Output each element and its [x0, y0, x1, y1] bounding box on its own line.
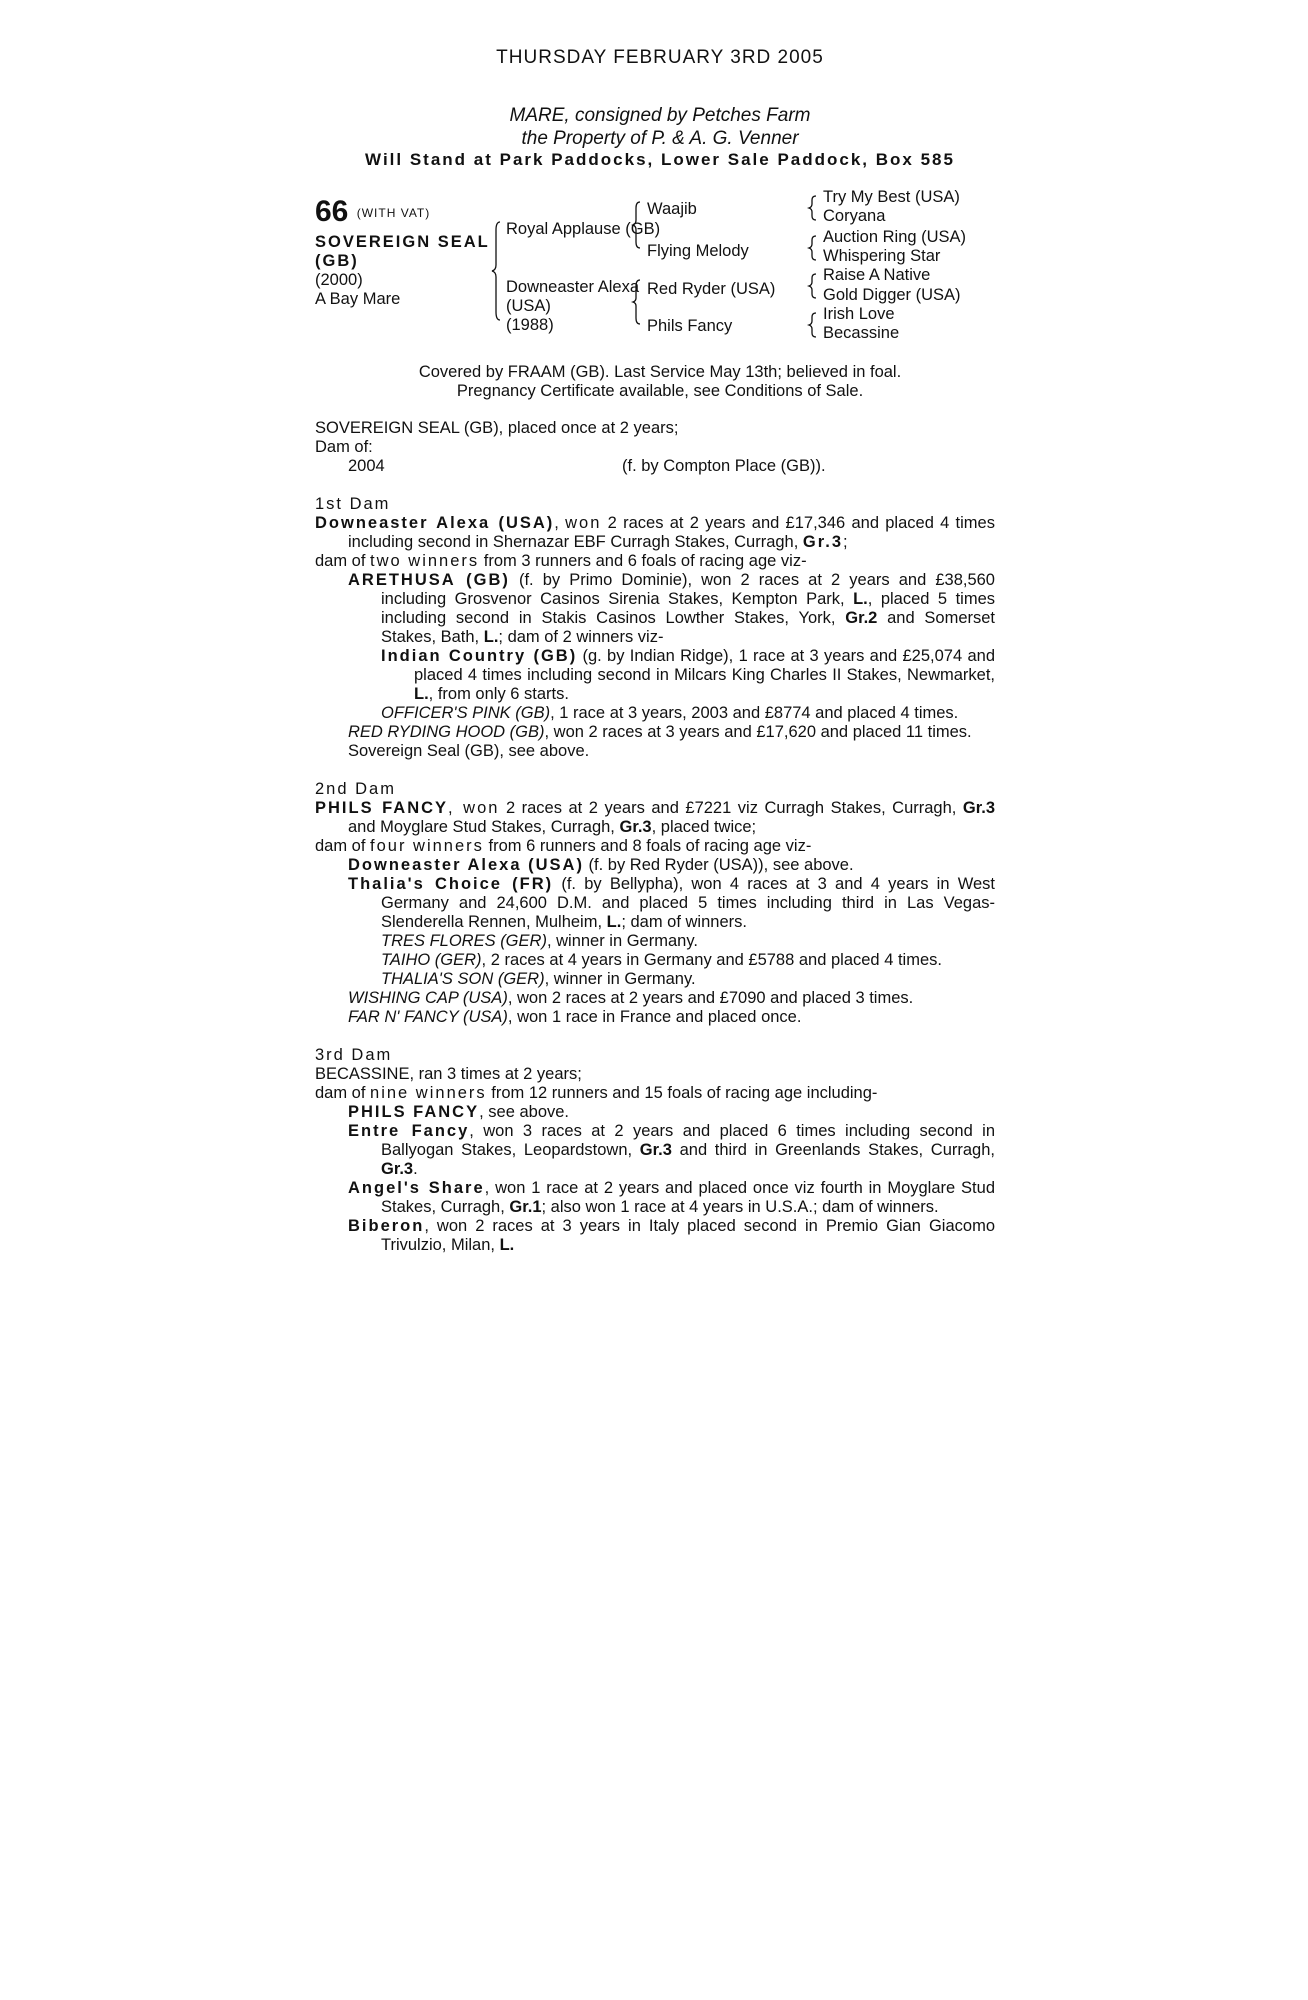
- second-dam-text: 2 races at 2 years and £7221 viz Curragh Stakes, Curragh,: [499, 799, 963, 817]
- progeny-text: , won 3 races at 2 years and placed 6 times including second in Ballyogan Stakes, Leopardstown,: [381, 1122, 995, 1159]
- progeny-red-ryding-hood: [315, 723, 995, 742]
- progeny-name: TRES FLORES (GER): [381, 932, 547, 950]
- dam-of-suffix: from 3 runners and 6 foals of racing age viz-: [479, 552, 807, 570]
- listed-mark: L.: [414, 685, 429, 703]
- progeny-text: (f. by Primo Dominie), won 2 races at 2 years and £38,560 including Grosvenor Casinos Sirenia Stakes, Kempton Park,: [381, 571, 995, 608]
- dam-of-suffix: from 6 runners and 8 foals of racing age viz-: [483, 837, 812, 855]
- grandprogeny-tres-flores: [315, 932, 995, 951]
- winners-count: two winners: [370, 552, 480, 570]
- progeny-entre-fancy: [315, 1122, 995, 1179]
- first-dam-produce: [315, 552, 995, 571]
- progeny-thalias-choice: [315, 875, 995, 932]
- covering-note: [315, 363, 1005, 401]
- first-dam-record: [315, 514, 995, 552]
- grade-mark: Gr.3: [962, 799, 995, 817]
- dam-year: (1988): [506, 316, 554, 334]
- progeny-text: (f. by Red Ryder (USA)), see above.: [583, 856, 854, 874]
- progeny-text: ; dam of 2 winners viz-: [498, 628, 664, 646]
- third-dam-record: BECASSINE, ran 3 times at 2 years;: [315, 1065, 582, 1083]
- progeny-text: , won 1 race at 2 years and placed once viz fourth in Moyglare Stud Stakes, Curragh,: [381, 1179, 995, 1216]
- dam-country: (USA): [506, 297, 551, 315]
- horse-name: SOVEREIGN SEAL (GB): [315, 233, 490, 271]
- progeny-text: (g. by Indian Ridge), 1 race at 3 years and £25,074 and placed 4 times including second in Milcars King Charles II Stakes, Newmarket,: [414, 647, 995, 684]
- vat-note: (WITH VAT): [356, 206, 431, 221]
- second-dam-text: , placed twice;: [651, 818, 757, 836]
- produce-foal: (f. by Compton Place (GB)).: [622, 457, 826, 475]
- listed-mark: L.: [483, 628, 499, 646]
- second-dam-record: [315, 799, 995, 837]
- second-dam-produce: [315, 837, 995, 856]
- produce-year: 2004: [348, 457, 385, 475]
- progeny-name: RED RYDING HOOD (GB): [348, 723, 545, 741]
- winners-count: four winners: [370, 837, 484, 855]
- progeny-name: WISHING CAP (USA): [348, 989, 508, 1007]
- dam-sire: Red Ryder (USA): [647, 280, 776, 298]
- third-dam-produce: [315, 1084, 995, 1103]
- dam-dam: Phils Fancy: [647, 317, 733, 335]
- intro-line: SOVEREIGN SEAL (GB), placed once at 2 years;: [315, 419, 679, 437]
- lot-number: [315, 196, 490, 229]
- second-dam-text: and Moyglare Stud Stakes, Curragh,: [348, 818, 620, 836]
- horse-description: A Bay Mare: [315, 290, 401, 309]
- second-dam-name: PHILS FANCY: [315, 799, 449, 817]
- ds-dam: Gold Digger (USA): [823, 286, 961, 304]
- sire-dam: Flying Melody: [647, 242, 749, 260]
- progeny-text: ; also won 1 race at 4 years in U.S.A.; dam of winners.: [541, 1198, 939, 1216]
- pedigree-table: [490, 190, 1035, 350]
- sd-sire: Auction Ring (USA): [823, 228, 967, 246]
- grandprogeny-thalias-son: [315, 970, 995, 989]
- first-dam-name: Downeaster Alexa (USA): [315, 514, 555, 532]
- progeny-name: PHILS FANCY: [348, 1103, 480, 1121]
- progeny-text: , won 2 races at 3 years and £17,620 and placed 11 times.: [544, 723, 972, 741]
- winners-count: nine winners: [370, 1084, 487, 1102]
- progeny-text: .: [413, 1160, 418, 1178]
- grandprogeny-taiho: [315, 951, 995, 970]
- dam-of-label: Dam of:: [315, 438, 373, 456]
- progeny-name: Entre Fancy: [348, 1122, 470, 1140]
- progeny-name: Indian Country (GB): [381, 647, 578, 665]
- consignor-line: MARE, consigned by Petches Farm: [509, 105, 811, 126]
- progeny-name: Downeaster Alexa (USA): [348, 856, 584, 874]
- progeny-name: Thalia's Choice (FR): [348, 875, 554, 893]
- progeny-wishing-cap: [315, 989, 995, 1008]
- lot-block: [315, 196, 490, 309]
- progeny-text: , won 1 race in France and placed once.: [507, 1008, 802, 1026]
- sire: Royal Applause (GB): [506, 220, 661, 238]
- progeny-phils-fancy: [315, 1103, 995, 1122]
- progeny-text: , see above.: [479, 1103, 570, 1121]
- listed-mark: L.: [606, 913, 622, 931]
- grade-mark: Gr.2: [845, 609, 878, 627]
- progeny-far-n-fancy: [315, 1008, 995, 1027]
- progeny-text: (f. by Bellypha), won 4 races at 3 and 4 years in West Germany and 24,600 D.M. and placed 5 times including third in Las Vegas-Slenderella Rennen, Mulheim,: [381, 875, 995, 931]
- sire-sire: Waajib: [647, 200, 697, 218]
- progeny-text: , winner in Germany.: [544, 970, 696, 988]
- horse-year: (2000): [315, 271, 363, 290]
- dam: [506, 278, 639, 335]
- progeny-downeaster-alexa: [315, 856, 995, 875]
- progeny-text: and Somerset Stakes, Bath,: [381, 609, 996, 646]
- dam-of-prefix: dam of: [315, 837, 371, 855]
- won-word: won: [565, 514, 602, 532]
- progeny-name: FAR N' FANCY (USA): [348, 1008, 508, 1026]
- sale-date: THURSDAY FEBRUARY 3RD 2005: [496, 47, 824, 68]
- stand-location: Will Stand at Park Paddocks, Lower Sale Paddock, Box 585: [365, 150, 955, 169]
- dam-of-prefix: dam of: [315, 1084, 371, 1102]
- ds-sire: Raise A Native: [823, 266, 931, 284]
- grade-mark: Gr.3: [619, 818, 652, 836]
- third-dam-heading: 3rd Dam: [315, 1046, 393, 1064]
- progeny-name: Biberon: [348, 1217, 425, 1235]
- first-dam-text: 2 races at 2 years and £17,346 and placed 4 times including second in Shernazar EBF Curragh Stakes, Curragh,: [348, 514, 995, 551]
- pregnancy-line: Pregnancy Certificate available, see Conditions of Sale.: [456, 382, 864, 400]
- grade-mark: Gr.3: [381, 1160, 414, 1178]
- progeny-text: , winner in Germany.: [546, 932, 698, 950]
- listed-mark: L.: [853, 590, 868, 608]
- second-dam-heading: 2nd Dam: [315, 780, 396, 798]
- pedigree-notes: [315, 419, 995, 1255]
- progeny-text: , 2 races at 4 years in Germany and £5788 and placed 4 times.: [481, 951, 942, 969]
- grandprogeny-indian-country: [315, 647, 995, 704]
- progeny-name: TAIHO (GER): [381, 951, 482, 969]
- progeny-text: , 1 race at 3 years, 2003 and £8774 and placed 4 times.: [550, 704, 959, 722]
- progeny-text: , won 2 races at 2 years and £7090 and placed 3 times.: [507, 989, 914, 1007]
- dd-dam: Becassine: [823, 324, 900, 342]
- first-dam-text-end: ;: [843, 533, 848, 551]
- progeny-text: and third in Greenlands Stakes, Curragh,: [671, 1141, 995, 1159]
- lot-number-value: 66: [315, 195, 349, 228]
- first-dam-heading: 1st Dam: [315, 495, 391, 513]
- dam-of-suffix: from 12 runners and 15 foals of racing age including-: [486, 1084, 878, 1102]
- grandprogeny-officers-pink: [315, 704, 995, 723]
- progeny-name: ARETHUSA (GB): [348, 571, 510, 589]
- ss-dam: Coryana: [823, 207, 886, 225]
- progeny-text: , from only 6 starts.: [428, 685, 569, 703]
- progeny-biberon: [315, 1217, 995, 1255]
- consignor-block: [315, 104, 1005, 150]
- sd-dam: Whispering Star: [823, 247, 941, 265]
- progeny-text: , placed 5 times including second in Stakis Casinos Lowther Stakes, York,: [381, 590, 995, 627]
- covered-line: Covered by FRAAM (GB). Last Service May 13th; believed in foal.: [418, 363, 902, 381]
- comma: ,: [554, 514, 566, 532]
- won-word: , won: [448, 799, 500, 817]
- progeny-sovereign-seal: Sovereign Seal (GB), see above.: [348, 742, 590, 760]
- progeny-name: OFFICER'S PINK (GB): [381, 704, 551, 722]
- progeny-text: , won 2 races at 3 years in Italy placed second in Premio Gian Giacomo Trivulzio, Milan,: [381, 1217, 995, 1254]
- produce-record: [315, 457, 995, 476]
- progeny-name: THALIA'S SON (GER): [381, 970, 545, 988]
- grade-mark: Gr.1: [509, 1198, 542, 1216]
- ss-sire: Try My Best (USA): [823, 188, 960, 206]
- listed-mark: L.: [499, 1236, 515, 1254]
- dam-of-prefix: dam of: [315, 552, 371, 570]
- grade-mark: Gr.3: [802, 533, 844, 551]
- progeny-name: Angel's Share: [348, 1179, 485, 1197]
- owner-line: the Property of P. & A. G. Venner: [521, 128, 799, 149]
- progeny-arethusa: [315, 571, 995, 647]
- grade-mark: Gr.3: [639, 1141, 672, 1159]
- dam-name: Downeaster Alexa: [506, 278, 639, 296]
- progeny-text: ; dam of winners.: [621, 913, 747, 931]
- progeny-angels-share: [315, 1179, 995, 1217]
- dd-sire: Irish Love: [823, 305, 895, 323]
